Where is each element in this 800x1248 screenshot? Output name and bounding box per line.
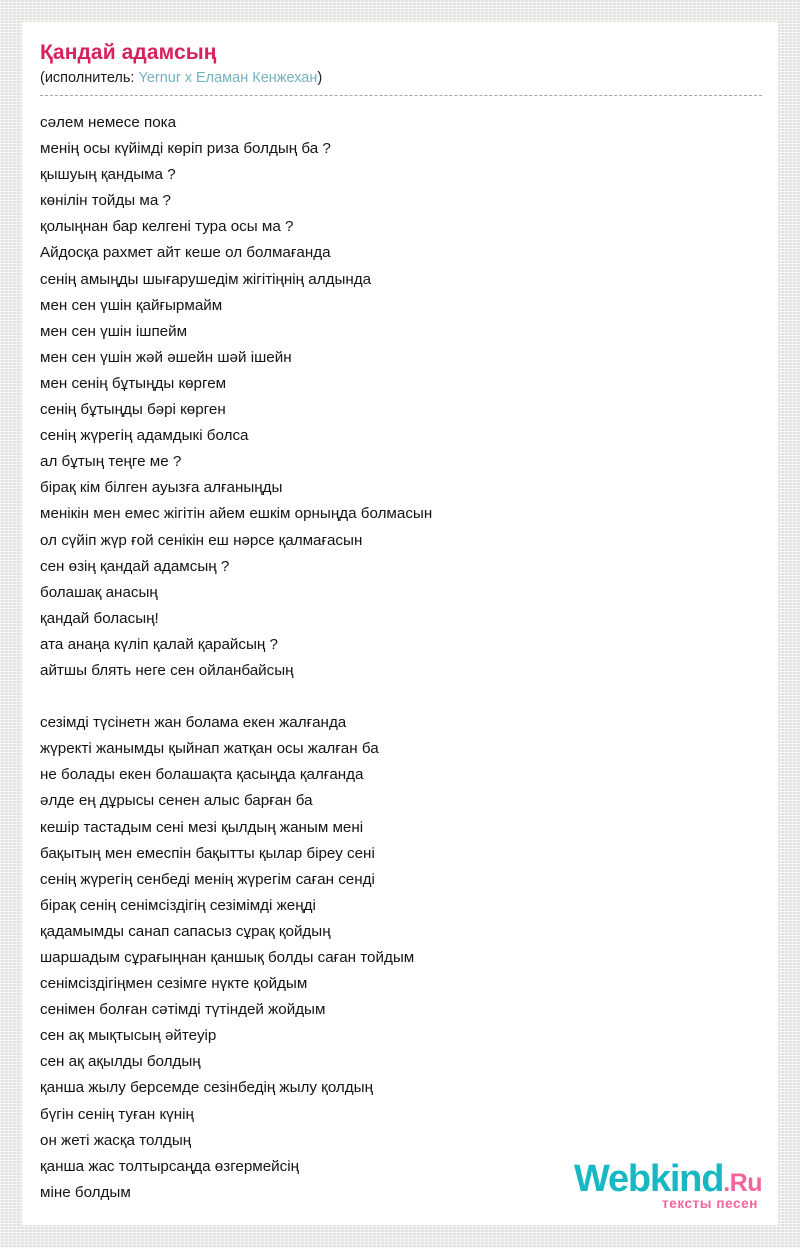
- lyrics-line: Айдосқа рахмет айт кеше ол болмағанда: [40, 244, 331, 262]
- performer-label: (исполнитель:: [40, 70, 135, 86]
- lyrics-line: менің осы күйімді көріп риза болдың ба ?: [40, 140, 331, 158]
- lyrics-line: бірақ кім білген ауызға алғаныңды: [40, 479, 283, 497]
- lyrics-line: ата анаңа күліп қалай қарайсың ?: [40, 635, 278, 653]
- performer-link[interactable]: Yernur x Еламан Кенжехан: [138, 70, 318, 86]
- lyrics-line: мен сен үшін қайғырмайм: [40, 296, 223, 314]
- lyrics-line: не болады екен болашақта қасыңда қалғанда: [40, 766, 364, 784]
- lyrics-line: әлде ең дұрысы сенен алыс барған ба: [40, 792, 313, 810]
- lyrics-line: айтшы блять неге сен ойланбайсың: [40, 661, 294, 679]
- lyrics-line: сенің бұтыңды бәрі көрген: [40, 401, 226, 419]
- lyrics-line: кешір тастадым сені мезі қылдың жаным мені: [40, 818, 364, 836]
- lyrics-line: қолыңнан бар келгені тура осы ма ?: [40, 218, 294, 236]
- lyrics-line: міне болдым: [40, 1183, 131, 1201]
- lyrics-line: мен сенің бұтыңды көргем: [40, 374, 227, 392]
- lyrics-line: мен сен үшін жәй әшейн шәй ішейн: [40, 348, 292, 366]
- logo-name: Webkind: [573, 1158, 724, 1200]
- performer-suffix: ): [317, 70, 323, 86]
- lyrics-line: сенің жүрегің адамдыкі болса: [40, 427, 249, 445]
- lyrics-line: сенімен болған сәтімді түтіндей жойдым: [40, 1001, 326, 1019]
- logo-tagline: тексты песен: [662, 1196, 758, 1211]
- lyrics-line: мен сен үшін ішпейм: [40, 322, 188, 340]
- lyrics-line: сен ақ мықтысың әйтеуір: [40, 1027, 217, 1045]
- lyrics-line: ал бұтың теңге ме ?: [40, 453, 182, 471]
- lyrics-line: қадамымды санап сапасыз сұрақ қойдың: [40, 922, 331, 940]
- lyrics-line: қандай боласың!: [40, 609, 159, 627]
- lyrics-line: сенімсіздігіңмен сезімге нүкте қойдым: [40, 975, 308, 993]
- performer-line: [40, 68, 762, 96]
- lyrics-line: сенің амыңды шығарушедім жігітіңнің алдында: [40, 270, 372, 288]
- lyrics-line: көнілін тойды ма ?: [40, 192, 171, 210]
- page-title: Қандай адамсың: [40, 41, 217, 64]
- logo-tld: .Ru: [723, 1169, 762, 1197]
- lyrics-line: он жеті жасқа толдың: [40, 1131, 192, 1149]
- lyrics-line: қанша жас толтырсаңда өзгермейсің: [40, 1157, 300, 1175]
- lyrics-line: бақытың мен емеспін бақытты қылар біреу сені: [40, 844, 375, 862]
- lyrics-line: болашақ анасың: [40, 583, 158, 601]
- lyrics-line: сезімді түсінетн жан болама екен жалғанда: [40, 714, 347, 732]
- lyrics-line: қанша жылу берсемде сезінбедің жылу қолдың: [40, 1079, 373, 1097]
- lyrics-line: менікін мен емес жігітін айем ешкім орныңда болмасын: [40, 505, 433, 523]
- lyrics-line: бүгін сенің туған күнің: [40, 1105, 194, 1123]
- lyrics-line: сен өзің қандай адамсың ?: [40, 557, 230, 575]
- site-logo: [574, 1159, 762, 1211]
- lyrics-line-blank: [40, 684, 762, 710]
- lyrics-line: ол сүйіп жүр ғой сенікін еш нәрсе қалмағасын: [40, 531, 363, 549]
- lyrics-line: жүректі жанымды қыйнап жатқан осы жалған ба: [40, 740, 379, 758]
- lyrics-page-card: [22, 22, 778, 1225]
- lyrics-line: шаршадым сұрағыңнан қаншық болды саған тойдым: [40, 949, 415, 966]
- lyrics-text: [38, 110, 762, 1206]
- lyrics-line: қышуың қандыма ?: [40, 166, 176, 184]
- lyrics-line: сен ақ ақылды болдың: [40, 1053, 201, 1071]
- lyrics-line: сәлем немесе пока: [40, 114, 177, 131]
- lyrics-line: бірақ сенің сенімсіздігің сезімімді жеңді: [40, 896, 316, 914]
- song-header: [38, 40, 762, 96]
- lyrics-line: сенің жүрегің сенбеді менің жүрегім саған сенді: [40, 870, 375, 888]
